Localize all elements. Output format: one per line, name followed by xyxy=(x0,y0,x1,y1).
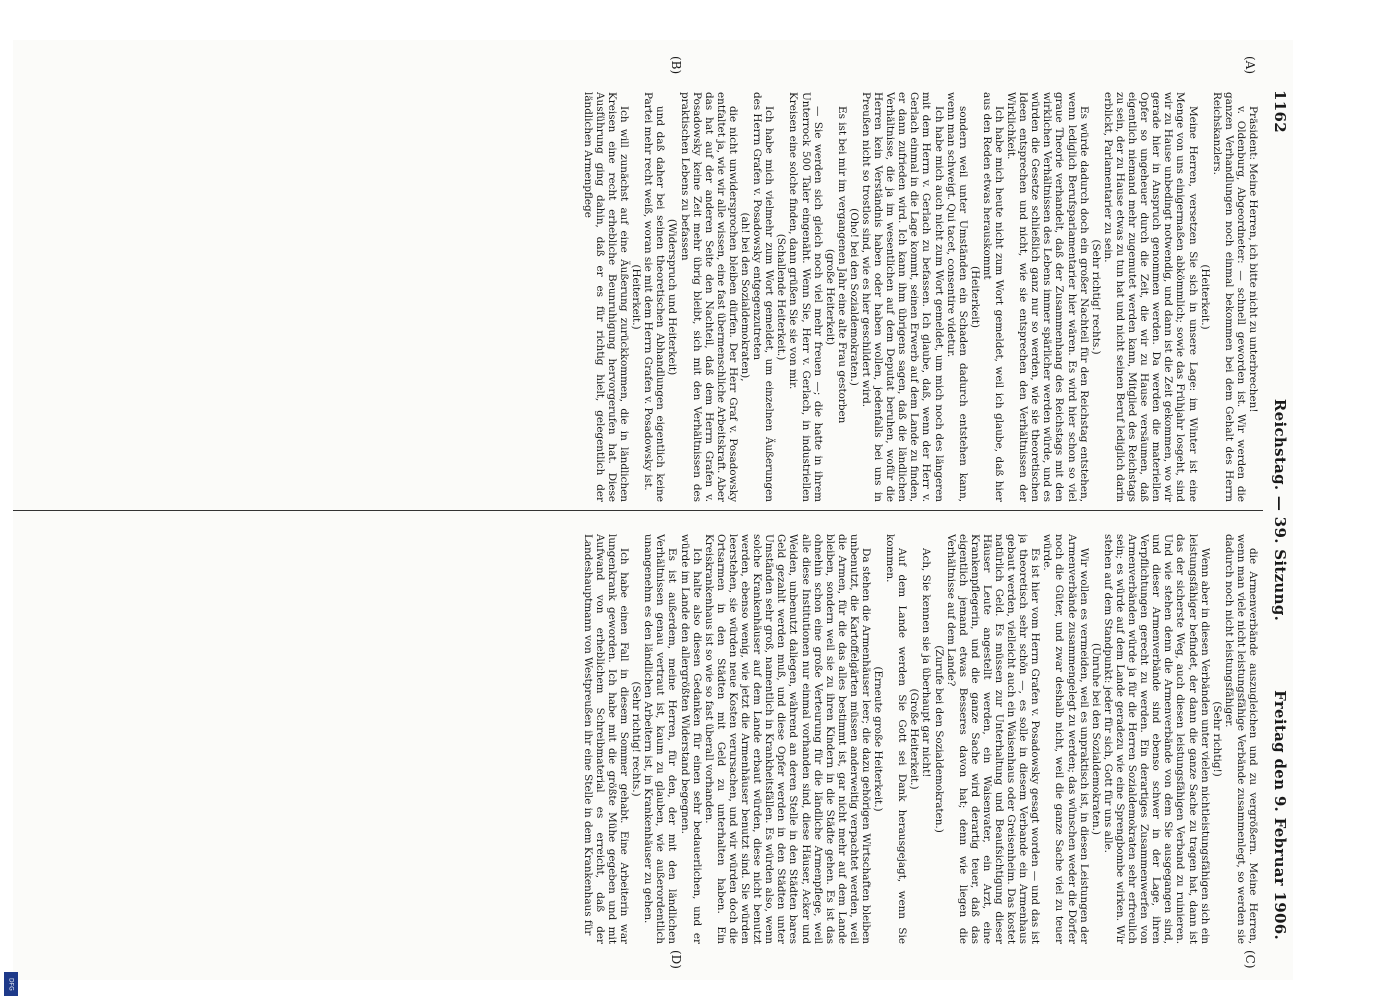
paragraph: Es ist bei mir im vergangenen Jahr eine alte Frau gestorben xyxy=(835,106,848,424)
dfg-logo: DFG xyxy=(4,972,18,996)
paragraph: — Sie werden sich gleich noch viel mehr freuen —; die hatte in ihrem Unterrock 500 Taler eingenäht. Wenn Sie, Herr v. Gerlach, in industriellen Kreisen eine solche finden, dann grüßen Sie sie von mir. xyxy=(787,92,824,502)
page-date: Freitag den 9. Februar 1906. xyxy=(1271,690,1289,940)
interjection: (Große Heiterkeit.) xyxy=(908,688,921,790)
document-page xyxy=(13,40,1293,980)
paragraph: Es ist hier vom Herrn Grafen v. Posadowsky gesagt worden — und das ist ja theoretisch sehr schön —, es solle in diesem Verbande ein Armenhaus gebaut werden, vielleicht auch ein Waisenhaus oder Greisenheim. Das kostet natürlich Geld. Es müssen zur Unterhaltung und Beaufsichtigung dieser Häuser Leute angestellt werden, ein Waisenvater, ein Arzt, eine Krankenpflegerin, und die ganze Sache wird derartig teuer, daß das eigentlich jemand etwas Besseres davon hat; denn wie liegen die Verhältnisse auf dem Lande? xyxy=(944,534,1042,944)
interjection: (Schallende Heiterkeit.) xyxy=(775,233,788,361)
left-column xyxy=(19,92,1259,502)
paragraph: die Armenverbände auszugleichen und zu vergrößern. Meine Herren, wenn man viele nicht leistungsfähige Verbände zusammenlegt, so werden sie dadurch noch nicht leistungsfähiger. xyxy=(1222,534,1259,944)
page-title: Reichstag. — 39. Sitzung. xyxy=(1271,398,1289,622)
interjection: (Sehr richtig! rechts.) xyxy=(630,681,643,797)
paragraph: v. Oldenburg, Abgeordneter: — schnell geworden ist. Wir werden die ganzen Verhandlungen noch einmal bekommen bei dem Gehalt des Herrn Reichskanzlers. xyxy=(1210,92,1247,502)
paragraph: Ich halte also diesen Gedanken für einen sehr bedauerlichen, und er würde im Lande den allergrößten Widerstand begegnen. xyxy=(678,534,703,944)
interjection: (Zurufe bei den Sozialdemokraten.) xyxy=(932,645,945,833)
paragraph: Ich habe mich vielmehr zum Wort gemeldet, um einzelnen Äußerungen des Herrn Grafen v. Posadowsky entgegenzutreten xyxy=(751,92,776,502)
interjection: (ah! bei den Sozialdemokraten), xyxy=(739,212,752,382)
paragraph: und daß daher bei seinen theoretischen Abhandlungen eigentlich keine Partei mehr recht weiß, woran sie mit dem Herrn Grafen v. Posadowsky ist. xyxy=(642,92,667,502)
column-divider xyxy=(13,510,1263,511)
paragraph: Präsident: Meine Herren, ich bitte nicht zu unterbrechen! xyxy=(1247,106,1259,413)
interjection: (Sehr richtig!) xyxy=(1210,701,1223,777)
right-column xyxy=(19,534,1259,944)
interjection: (Heiterkeit.) xyxy=(630,264,643,330)
paragraph: Da stehen die Armenhäuser leer; die dazu gehörigen Wirtschaften bleiben unbenutzt, die Kartoffelgärten müssen anderweitig verpachtet werden, weil die Armen, für die das alles bestimmt ist, gar nicht mehr auf dem Lande bleiben, sondern weil sie zu ihren Kindern in die Städte gehen. Es ist das ohnehin schon eine große Verteurung für die ländliche Armenpflege, weil alle diese Institutionen nur einmal vorhanden sind, diese Häuser, Acker und Weiden, unbenutzt daliegen, während an deren Stelle in den Städten bares Geld gezahlt werden muß, und diese Opfer werden in den Städten unter Umständen sehr groß, namentlich in Krankheitsfällen. Es würden also, wenn solche Krankenhäuser auf dem Lande erbaut würden, diese nicht benutzt werden, ebenso wenig, wie jetzt die Armenhäuser benutzt sind. Sie würden leerstehen, sie würden neue Kosten verursachen, und wir würden doch die Ortsarmen in den Städten mit Geld zu unterhalten haben. Ein Kreiskrankenhaus ist so wie so fast überall vorhanden. xyxy=(702,534,872,944)
paragraph: Ach, Sie kennen sie ja überhaupt gar nicht! xyxy=(920,548,933,778)
paragraph: Auf dem Lande werden Sie Gott sei Dank herausgejagt, wenn Sie kommen. xyxy=(884,534,909,944)
paragraph: Ich habe mich heute nicht zum Wort gemeldet, weil ich glaube, daß hier aus den Reden etwas herauskommt xyxy=(980,92,1006,502)
margin-mark-a: (A) xyxy=(1243,56,1257,75)
interjection: (Unruhe bei den Sozialdemokraten.) xyxy=(1089,643,1102,835)
paragraph: Ich habe einen Fall in diesem Sommer gehabt. Eine Arbeiterin war lungenkrank geworden. Ich habe mit die größte Mühe gegeben und mit Aufwand von erheblichem Schreibmaterial es erreicht, daß der Landeshauptmann von Westpreußen ihr eine Stelle in dem Krankenhaus für xyxy=(581,534,631,944)
margin-mark-b: (B) xyxy=(669,56,683,75)
paragraph: die nicht unwidersprochen bleiben dürfen. Der Herr Graf v. Posadowsky entfaltet ja, wie wir alle wissen, eine fast übermenschliche Arbeitskraft. Aber das hat auf der anderen Seite den Nachteil, daß dem Herrn Grafen v. Posadowsky keine Zeit mehr übrig bleibt, sich mit den Verhältnissen des praktischen Lebens zu befassen xyxy=(678,92,739,502)
paragraph: Meine Herren, versetzen Sie sich in unsere Lage: im Winter ist eine Menge von uns einigermaßen abkömmlich; sowie das Frühjahr losgeht, sind wir zu Hause unbedingt notwendig, und dann ist die Zeit gekommen, wo wir gerade hier in Anspruch genommen werden. Da werden die materiellen Opfer so ungeheuer durch die Zeit, die wir zu Hause versäumen, daß eigentlich niemand mehr zugemutet werden kann, Mitglied des Reichstags zu sein, der zu Hause etwas zu tun hat und nicht seinen Beruf lediglich darin erblickt, Parlamentarier zu sein. xyxy=(1101,92,1199,502)
page-header xyxy=(1267,40,1293,980)
paragraph: Ich will zunächst auf eine Äußerung zurückkommen, die in ländlichen Kreisen eine recht erhebliche Beunruhigung hervorgerufen hat. Diese Ausführung ging dahin, daß er es für richtig hielt, gelegentlich der ländlichen Armenpflege xyxy=(581,92,631,502)
interjection: (Sehr richtig! rechts.) xyxy=(1089,239,1102,355)
paragraph: Wenn aber in diesen Verbänden unter vielen nichtleistungsfähigen sich ein leistungsfähiger befindet, der dann die ganze Sache zu tragen hat, dann ist das der sicherste Weg, auch diesen leistungsfähigen Verband zu ruinieren. Und wie stehen denn die Armenverbände von dem Sie ausgegangen sind, und dieser Armenverbände sind ebenso schwer in der Lage, ihren Verpflichtungen gerecht zu werden. Ein derartiges Zusammenwerfen von Armenverbänden würde ja für die Herren Sozialdemokraten sehr erfreulich sein; es würde auf dem Lande geradezu wie eine Sprengbombe wirken. Wir stehen auf dem Standpunkt: jeder für sich, Gott für uns alle. xyxy=(1101,534,1211,944)
margin-mark-d: (D) xyxy=(669,950,683,969)
interjection: (Oho! bei den Sozialdemokraten.) xyxy=(847,208,860,386)
paragraph: Ich habe mich auch nicht zum Wort gemeldet, um mich noch des längeren mit dem Herrn v. Gerlach zu befassen. Ich glaube, daß, wenn der Herr v. Gerlach einmal in die Lage kommt, seinen Erwerb auf dem Lande zu finden, er dann zufrieden wird. Ich kann ihm übrigens sagen, daß die ländlichen Verhältnisse, die ja im wesentlichen auf dem Deputat beruhen, wofür die Herren kein Verständnis haben oder haben wollen, jedenfalls bei uns in Preußen nicht so trostlos sind, wie es hier geschildert wird. xyxy=(860,92,945,502)
page-number: 1162 xyxy=(1271,90,1289,133)
paragraph: Wir wollen es vermeiden, weil es unpraktisch ist, in diesen Leistungen der Armenverbände zusammengelegt zu werden; das wünschen weder die Dörfer noch die Güter, und zwar deshalb nicht, weil die ganze Sache viel zu teuer würde. xyxy=(1041,534,1090,944)
paragraph: Es würde dadurch doch ein großer Nachteil für den Reichstag entstehen, wenn lediglich Berufsparlamentarier hier wären. Es wird hier schon so viel graue Theorie verhandelt, daß der Zusammenhang des Reichstags mit den wirklichen Verhältnissen des Lebens immer spärlicher werden würde, und es würden die Gesetze schließlich ganz nur so werden, wie sie theoretischen Ideen entsprechen und nicht, wie sie entsprechen den Verhältnissen der Wirklichkeit. xyxy=(1005,92,1090,502)
interjection: (große Heiterkeit) xyxy=(823,248,836,346)
interjection: (Widerspruch und Heiterkeit) xyxy=(666,218,679,376)
interjection: (Heiterkeit) xyxy=(968,266,981,328)
margin-mark-c: (C) xyxy=(1243,950,1257,969)
interjection: (Heiterkeit.) xyxy=(1198,264,1211,330)
paragraph: sondern weil unter Umständen ein Schaden dadurch entstehen kann, wenn man schweigt. Qui tacet, consentire videtur. xyxy=(944,92,969,502)
paragraph: Es ist außerdem, meine Herren, für den, der mit den ländlichen Verhältnissen genau vertraut ist, kaum zu glauben, wie außerordentlich unangenehm es den ländlichen Arbeitern ist, in Krankenhäuser zu gehen. xyxy=(642,534,679,944)
interjection: (Erneute große Heiterkeit.) xyxy=(872,666,885,812)
